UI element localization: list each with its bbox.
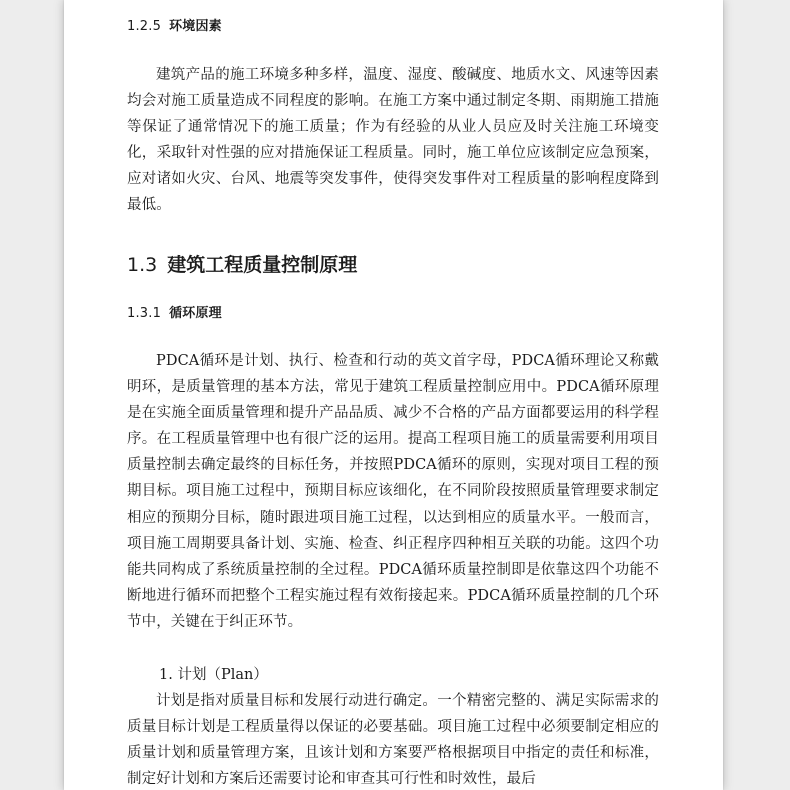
section-title: 建筑工程质量控制原理 (167, 254, 358, 276)
paragraph-plan: 计划是指对质量目标和发展行动进行确定。一个精密完整的、满足实际需求的质量目标计划是工程质量得以保证的必要基础。项目施工过程中必须要制定相应的质量计划和质量管理方案，且该计划和方案要严格根据项目中指定的责任和标准，制定好计划和方案后还需要讨论和审查其可行性和时效性，最后 (127, 693, 659, 788)
paragraph-pdca-cycle: PDCA循环是计划、执行、检查和行动的英文首字母，PDCA循环理论又称戴明环，是质量管理的基本方法，常见于建筑工程质量控制应用中。PDCA循环原理是在实施全面质量管理和提升产品品质、减少不合格的产品方面都要运用的科学程序。在工程质量管理中也有很广泛的运用。提高工程项目施工的质量需要利用项目质量控制去确定最终的目标任务，并按照PDCA循环的原则，实现对项目工程的预期目标。项目施工过程中，预期目标应该细化，在不同阶段按照质量管理要求制定相应的预期分目标，随时跟进项目施工过程，以达到相应的质量水平。一般而言，项目施工周期要具备计划、实施、检查、纠正程序四种相互关联的功能。这四个功能共同构成了系统质量控制的全过程。PDCA循环质量控制即是依靠这四个功能不断地进行循环而把整个工程实施过程有效衔接起来。PDCA循环质量控制的几个环节中，关键在于纠正环节。 (127, 353, 659, 630)
subsection-title: 循环原理 (169, 306, 222, 321)
subsection-heading-1-2-5 (127, 15, 222, 34)
paragraph-environment-factors: 建筑产品的施工环境多种多样，温度、湿度、酸碱度、地质水文、风速等因素均会对施工质量造成不同程度的影响。在施工方案中通过制定冬期、雨期施工措施等保证了通常情况下的施工质量；作为有经验的从业人员应及时关注施工环境变化，采取针对性强的应对措施保证工程质量。同时，施工单位应该制定应急预案，应对诸如火灾、台风、地震等突发事件，使得突发事件对工程质量的影响程度降到最低。 (127, 67, 659, 214)
subsection-number: 1.2.5 (127, 19, 162, 34)
subsection-number: 1.3.1 (127, 306, 162, 321)
section-number: 1.3 (127, 254, 158, 276)
subsection-title: 环境因素 (169, 19, 222, 34)
document-page (64, 0, 723, 790)
section-heading-1-3 (127, 250, 357, 277)
list-item-title-plan: 1. 计划（Plan） (159, 667, 268, 683)
subsection-heading-1-3-1 (127, 302, 222, 321)
